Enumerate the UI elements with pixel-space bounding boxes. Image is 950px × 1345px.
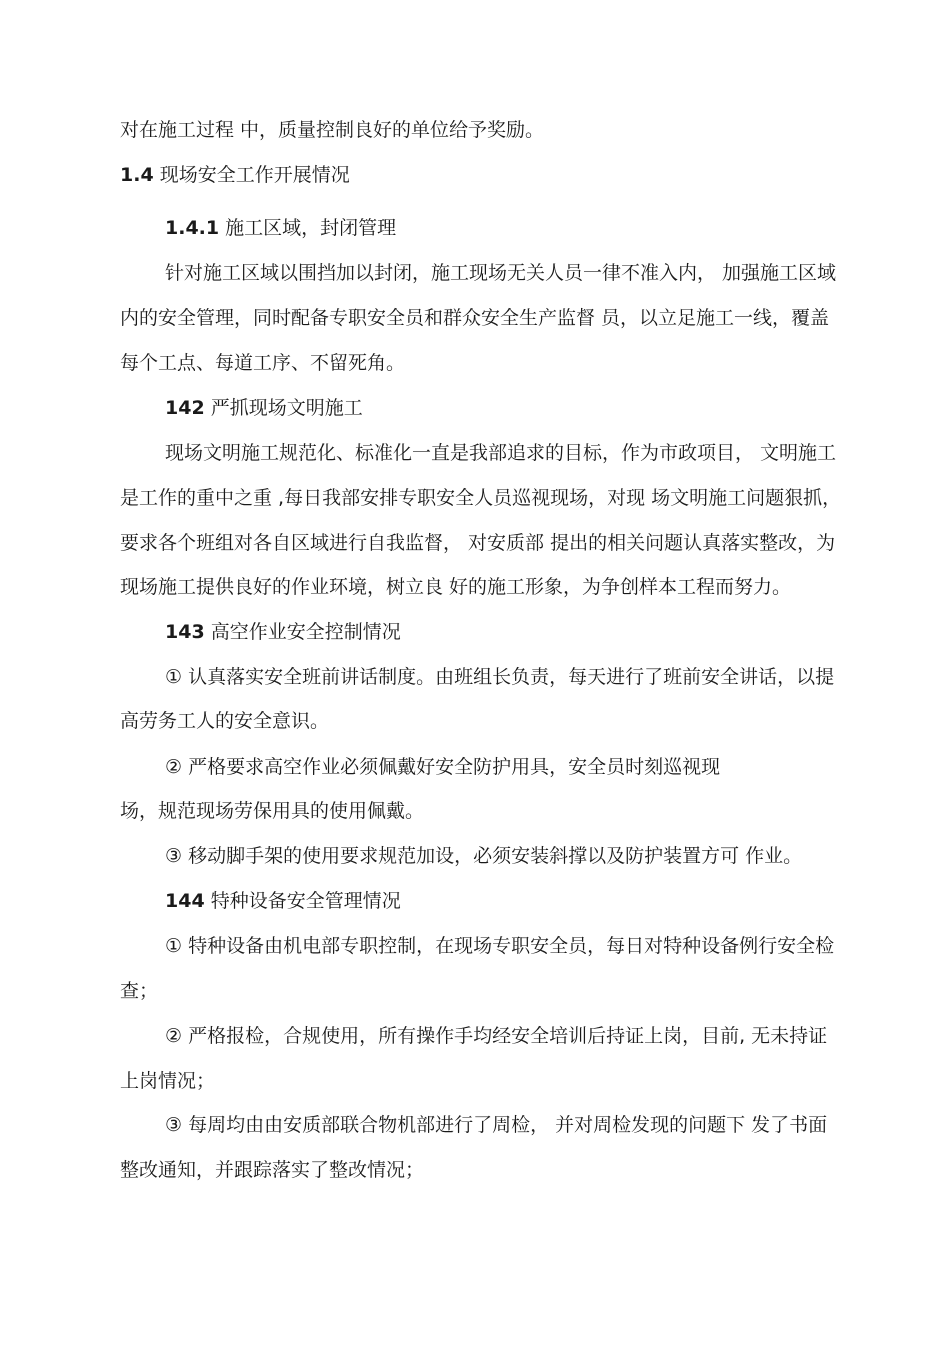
paragraph-line: 上岗情况； <box>120 1070 216 1092</box>
subsection-heading-142 <box>165 395 363 421</box>
section-title: 现场安全工作开展情况 <box>159 164 350 186</box>
subsection-heading-144 <box>165 888 401 914</box>
paragraph-line: 高劳务工人的安全意识。 <box>120 710 330 732</box>
paragraph-line: 每个工点、每道工序、不留死角。 <box>120 352 406 374</box>
paragraph-line: 查； <box>120 980 159 1002</box>
section-number: 142 <box>165 397 205 419</box>
paragraph-line: 是工作的重中之重 ,每日我部安排专职安全人员巡视现场，对现 场文明施工问题狠抓， <box>120 487 842 509</box>
paragraph-line: ① 特种设备由机电部专职控制，在现场专职安全员，每日对特种设备例行安全检 <box>165 935 835 957</box>
paragraph-line: 整改通知，并跟踪落实了整改情况； <box>120 1159 425 1181</box>
paragraph-line: ① 认真落实安全班前讲话制度。由班组长负责，每天进行了班前安全讲话，以提 <box>165 666 835 688</box>
paragraph-line: ③ 移动脚手架的使用要求规范加设，必须安装斜撑以及防护装置方可 作业。 <box>165 845 803 867</box>
subsection-heading-1-4-1 <box>165 215 396 241</box>
section-title: 施工区域，封闭管理 <box>225 217 397 239</box>
paragraph-line: 对在施工过程 中，质量控制良好的单位给予奖励。 <box>120 119 545 141</box>
section-title: 高空作业安全控制情况 <box>210 621 401 643</box>
paragraph-line: ③ 每周均由由安质部联合物机部进行了周检， 并对周检发现的问题下 发了书面 <box>165 1114 828 1136</box>
paragraph-line: 内的安全管理，同时配备专职安全员和群众安全生产监督 员，以立足施工一线，覆盖 <box>120 307 830 329</box>
section-title: 严抓现场文明施工 <box>210 397 363 419</box>
section-heading-1-4 <box>120 162 350 188</box>
section-number: 143 <box>165 621 205 643</box>
paragraph-line: 针对施工区域以围挡加以封闭，施工现场无关人员一律不准入内， 加强施工区域 <box>165 262 837 284</box>
section-number: 144 <box>165 890 205 912</box>
section-number: 1.4 <box>120 164 154 186</box>
paragraph-line: 现场施工提供良好的作业环境，树立良 好的施工形象，为争创样本工程而努力。 <box>120 576 792 598</box>
paragraph-line: 场，规范现场劳保用具的使用佩戴。 <box>120 800 425 822</box>
paragraph-line: 现场文明施工规范化、标准化一直是我部追求的目标，作为市政项目， 文明施工 <box>165 442 837 464</box>
section-number: 1.4.1 <box>165 217 220 239</box>
paragraph-line: ② 严格报检，合规使用，所有操作手均经安全培训后持证上岗，目前, 无未持证 <box>165 1025 828 1047</box>
paragraph-line: 要求各个班组对各自区域进行自我监督， 对安质部 提出的相关问题认真落实整改，为 <box>120 532 836 554</box>
section-title: 特种设备安全管理情况 <box>210 890 401 912</box>
paragraph-line: ② 严格要求高空作业必须佩戴好安全防护用具，安全员时刻巡视现 <box>165 756 721 778</box>
subsection-heading-143 <box>165 619 401 645</box>
